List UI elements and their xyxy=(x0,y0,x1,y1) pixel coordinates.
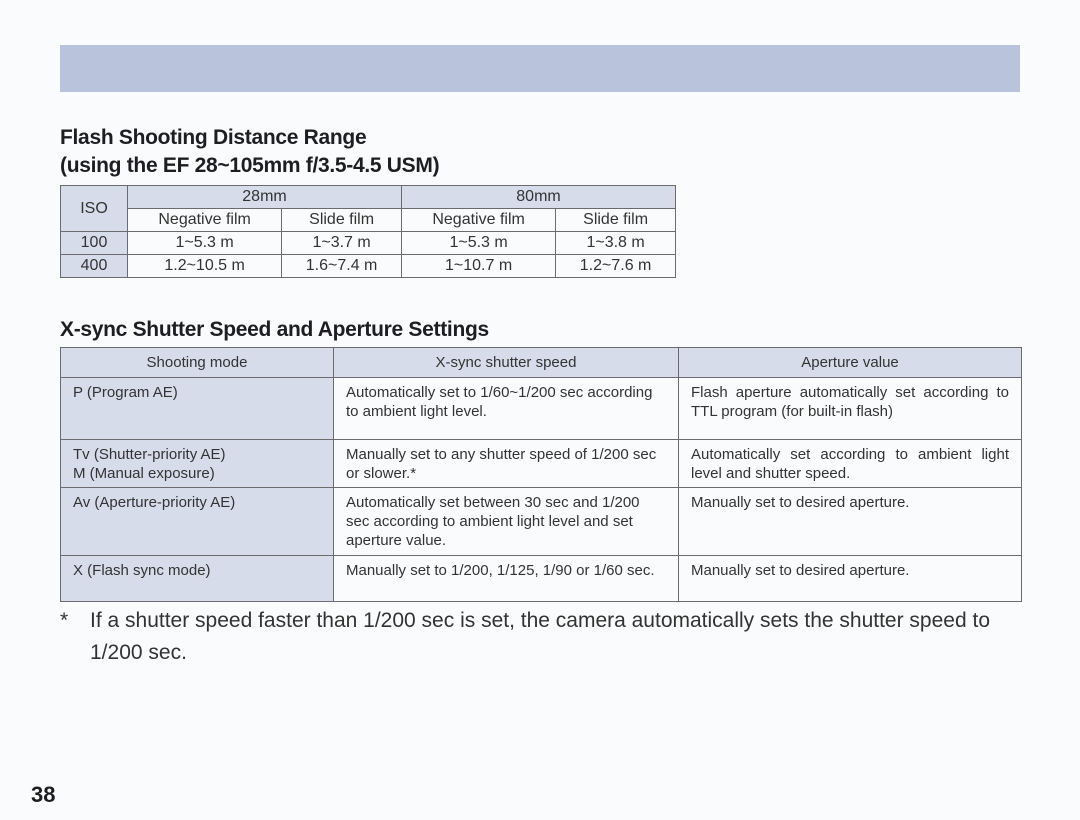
shooting-mode-cell xyxy=(61,378,334,440)
mode-label: M (Manual exposure) xyxy=(73,465,215,482)
table-row xyxy=(61,488,1022,556)
range-cell: 1~3.7 m xyxy=(282,232,402,255)
shooting-mode-cell xyxy=(61,440,334,488)
flash-range-subtitle: (using the EF 28~105mm f/3.5-4.5 USM) xyxy=(60,154,440,177)
table-row xyxy=(61,378,1022,440)
iso-value: 400 xyxy=(61,255,128,278)
aperture-cell: Manually set to desired aperture. xyxy=(679,556,1022,602)
shutter-speed-cell: Automatically set to 1/60~1/200 sec according to ambient light level. xyxy=(334,378,679,440)
header-band xyxy=(60,45,1020,92)
film-header: Negative film xyxy=(128,209,282,232)
shutter-speed-cell: Manually set to any shutter speed of 1/200 sec or slower.* xyxy=(334,440,679,488)
page-number: 38 xyxy=(31,782,56,807)
film-header: Slide film xyxy=(556,209,676,232)
range-cell: 1~5.3 m xyxy=(401,232,555,255)
header-xsync-speed: X-sync shutter speed xyxy=(334,348,679,378)
shutter-speed-cell: Manually set to 1/200, 1/125, 1/90 or 1/60 sec. xyxy=(334,556,679,602)
xsync-table xyxy=(60,347,1022,602)
film-header: Slide film xyxy=(282,209,402,232)
mode-label: Tv (Shutter-priority AE) xyxy=(73,446,226,463)
range-cell: 1~10.7 m xyxy=(401,255,555,278)
xsync-title: X-sync Shutter Speed and Aperture Settings xyxy=(60,318,489,341)
footnote xyxy=(60,605,1025,669)
lens-header-80mm: 80mm xyxy=(401,186,675,209)
header-shooting-mode: Shooting mode xyxy=(61,348,334,378)
table-row xyxy=(61,556,1022,602)
film-header: Negative film xyxy=(401,209,555,232)
mode-label: Av (Aperture-priority AE) xyxy=(73,494,236,511)
aperture-cell: Automatically set according to ambient light level and shutter speed. xyxy=(679,440,1022,488)
mode-label: X (Flash sync mode) xyxy=(73,562,211,579)
shooting-mode-cell xyxy=(61,488,334,556)
aperture-cell: Flash aperture automatically set according to TTL program (for built-in flash) xyxy=(679,378,1022,440)
range-cell: 1.6~7.4 m xyxy=(282,255,402,278)
shooting-mode-cell xyxy=(61,556,334,602)
table-row xyxy=(61,255,676,278)
range-cell: 1.2~7.6 m xyxy=(556,255,676,278)
mode-label: P (Program AE) xyxy=(73,384,178,401)
flash-range-title: Flash Shooting Distance Range xyxy=(60,126,367,149)
flash-range-table xyxy=(60,185,676,278)
range-cell: 1.2~10.5 m xyxy=(128,255,282,278)
shutter-speed-cell: Automatically set between 30 sec and 1/200 sec according to ambient light level and set aperture value. xyxy=(334,488,679,556)
iso-value: 100 xyxy=(61,232,128,255)
iso-header: ISO xyxy=(61,186,128,232)
range-cell: 1~3.8 m xyxy=(556,232,676,255)
lens-header-28mm: 28mm xyxy=(128,186,402,209)
aperture-cell: Manually set to desired aperture. xyxy=(679,488,1022,556)
header-aperture: Aperture value xyxy=(679,348,1022,378)
table-row xyxy=(61,440,1022,488)
range-cell: 1~5.3 m xyxy=(128,232,282,255)
footnote-mark: * xyxy=(60,609,69,632)
footnote-text: If a shutter speed faster than 1/200 sec is set, the camera automatically sets the shutter speed to 1/200 sec. xyxy=(90,609,990,664)
table-row xyxy=(61,232,676,255)
